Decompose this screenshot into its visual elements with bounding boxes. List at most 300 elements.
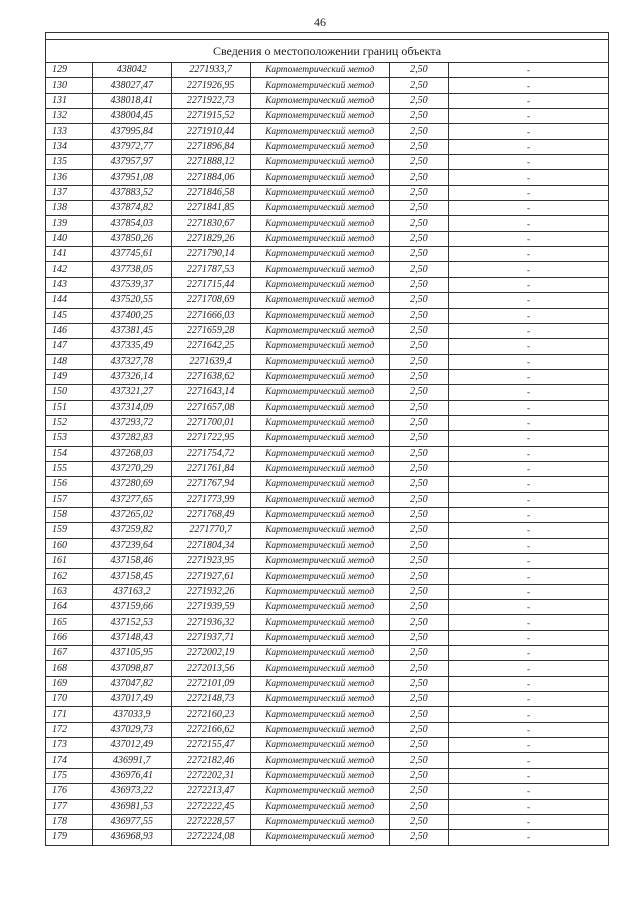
method-cell: Картометрический метод xyxy=(250,554,389,569)
accuracy-cell: 2,50 xyxy=(389,569,448,584)
accuracy-cell: 2,50 xyxy=(389,615,448,630)
table-row xyxy=(46,323,609,338)
description-cell: - xyxy=(448,170,608,185)
accuracy-cell: 2,50 xyxy=(389,124,448,139)
accuracy-cell: 2,50 xyxy=(389,830,448,845)
description-cell: - xyxy=(448,676,608,691)
method-cell: Картометрический метод xyxy=(250,139,389,154)
coord-y: 2271926,95 xyxy=(171,78,250,93)
table-row xyxy=(46,293,609,308)
table-row xyxy=(46,369,609,384)
accuracy-cell: 2,50 xyxy=(389,507,448,522)
point-number: 159 xyxy=(46,523,93,538)
point-number: 164 xyxy=(46,600,93,615)
coord-x: 437995,84 xyxy=(92,124,171,139)
coord-x: 437745,61 xyxy=(92,247,171,262)
description-cell: - xyxy=(448,738,608,753)
method-cell: Картометрический метод xyxy=(250,630,389,645)
table-row xyxy=(46,507,609,522)
point-number: 158 xyxy=(46,507,93,522)
point-number: 139 xyxy=(46,216,93,231)
table-row xyxy=(46,538,609,553)
description-cell: - xyxy=(448,507,608,522)
method-cell: Картометрический метод xyxy=(250,231,389,246)
description-cell: - xyxy=(448,661,608,676)
table-row xyxy=(46,630,609,645)
point-number: 160 xyxy=(46,538,93,553)
accuracy-cell: 2,50 xyxy=(389,538,448,553)
point-number: 167 xyxy=(46,646,93,661)
coord-x: 437883,52 xyxy=(92,185,171,200)
method-cell: Картометрический метод xyxy=(250,155,389,170)
point-number: 149 xyxy=(46,369,93,384)
coord-y: 2271927,61 xyxy=(171,569,250,584)
description-cell: - xyxy=(448,216,608,231)
accuracy-cell: 2,50 xyxy=(389,155,448,170)
coord-x: 437047,82 xyxy=(92,676,171,691)
method-cell: Картометрический метод xyxy=(250,768,389,783)
description-cell: - xyxy=(448,247,608,262)
coord-y: 2271666,03 xyxy=(171,308,250,323)
coord-y: 2271910,44 xyxy=(171,124,250,139)
method-cell: Картометрический метод xyxy=(250,446,389,461)
method-cell: Картометрический метод xyxy=(250,277,389,292)
method-cell: Картометрический метод xyxy=(250,385,389,400)
method-cell: Картометрический метод xyxy=(250,293,389,308)
coord-x: 437874,82 xyxy=(92,201,171,216)
accuracy-cell: 2,50 xyxy=(389,431,448,446)
point-number: 137 xyxy=(46,185,93,200)
description-cell: - xyxy=(448,400,608,415)
description-cell: - xyxy=(448,431,608,446)
table-row xyxy=(46,722,609,737)
method-cell: Картометрический метод xyxy=(250,415,389,430)
description-cell: - xyxy=(448,369,608,384)
description-cell: - xyxy=(448,538,608,553)
method-cell: Картометрический метод xyxy=(250,646,389,661)
accuracy-cell: 2,50 xyxy=(389,369,448,384)
coord-x: 437321,27 xyxy=(92,385,171,400)
table-row xyxy=(46,216,609,231)
method-cell: Картометрический метод xyxy=(250,109,389,124)
accuracy-cell: 2,50 xyxy=(389,692,448,707)
accuracy-cell: 2,50 xyxy=(389,661,448,676)
coord-x: 438042 xyxy=(92,63,171,78)
point-number: 154 xyxy=(46,446,93,461)
description-cell: - xyxy=(448,615,608,630)
method-cell: Картометрический метод xyxy=(250,799,389,814)
method-cell: Картометрический метод xyxy=(250,185,389,200)
description-cell: - xyxy=(448,415,608,430)
point-number: 129 xyxy=(46,63,93,78)
method-cell: Картометрический метод xyxy=(250,247,389,262)
coord-y: 2272101,09 xyxy=(171,676,250,691)
table-row xyxy=(46,201,609,216)
accuracy-cell: 2,50 xyxy=(389,293,448,308)
method-cell: Картометрический метод xyxy=(250,722,389,737)
point-number: 163 xyxy=(46,584,93,599)
description-cell: - xyxy=(448,293,608,308)
table-row xyxy=(46,277,609,292)
accuracy-cell: 2,50 xyxy=(389,554,448,569)
coord-y: 2271767,94 xyxy=(171,477,250,492)
coord-y: 2271937,71 xyxy=(171,630,250,645)
accuracy-cell: 2,50 xyxy=(389,707,448,722)
coord-y: 2271715,44 xyxy=(171,277,250,292)
table-row xyxy=(46,170,609,185)
coord-y: 2271643,14 xyxy=(171,385,250,400)
coord-x: 437017,49 xyxy=(92,692,171,707)
accuracy-cell: 2,50 xyxy=(389,814,448,829)
table-row xyxy=(46,814,609,829)
method-cell: Картометрический метод xyxy=(250,692,389,707)
coord-y: 2272166,62 xyxy=(171,722,250,737)
description-cell: - xyxy=(448,707,608,722)
table-row xyxy=(46,109,609,124)
point-number: 156 xyxy=(46,477,93,492)
point-number: 140 xyxy=(46,231,93,246)
description-cell: - xyxy=(448,155,608,170)
accuracy-cell: 2,50 xyxy=(389,139,448,154)
description-cell: - xyxy=(448,93,608,108)
method-cell: Картометрический метод xyxy=(250,676,389,691)
table-row xyxy=(46,415,609,430)
point-number: 133 xyxy=(46,124,93,139)
method-cell: Картометрический метод xyxy=(250,400,389,415)
method-cell: Картометрический метод xyxy=(250,369,389,384)
coord-y: 2271829,26 xyxy=(171,231,250,246)
method-cell: Картометрический метод xyxy=(250,339,389,354)
accuracy-cell: 2,50 xyxy=(389,170,448,185)
description-cell: - xyxy=(448,768,608,783)
method-cell: Картометрический метод xyxy=(250,78,389,93)
description-cell: - xyxy=(448,323,608,338)
table-row xyxy=(46,63,609,78)
coord-y: 2271932,26 xyxy=(171,584,250,599)
coord-x: 438018,41 xyxy=(92,93,171,108)
description-cell: - xyxy=(448,584,608,599)
method-cell: Картометрический метод xyxy=(250,738,389,753)
coord-x: 437293,72 xyxy=(92,415,171,430)
table-row xyxy=(46,354,609,369)
point-number: 146 xyxy=(46,323,93,338)
accuracy-cell: 2,50 xyxy=(389,477,448,492)
table-row xyxy=(46,262,609,277)
method-cell: Картометрический метод xyxy=(250,538,389,553)
table-body xyxy=(46,33,609,846)
coord-y: 2271642,25 xyxy=(171,339,250,354)
table-row xyxy=(46,523,609,538)
table-row xyxy=(46,124,609,139)
method-cell: Картометрический метод xyxy=(250,830,389,845)
boundary-table xyxy=(45,32,609,846)
point-number: 142 xyxy=(46,262,93,277)
accuracy-cell: 2,50 xyxy=(389,584,448,599)
accuracy-cell: 2,50 xyxy=(389,109,448,124)
coord-y: 2271923,95 xyxy=(171,554,250,569)
table-row xyxy=(46,477,609,492)
method-cell: Картометрический метод xyxy=(250,492,389,507)
accuracy-cell: 2,50 xyxy=(389,600,448,615)
table-row xyxy=(46,339,609,354)
method-cell: Картометрический метод xyxy=(250,615,389,630)
point-number: 147 xyxy=(46,339,93,354)
method-cell: Картометрический метод xyxy=(250,461,389,476)
description-cell: - xyxy=(448,830,608,845)
point-number: 165 xyxy=(46,615,93,630)
accuracy-cell: 2,50 xyxy=(389,78,448,93)
coord-x: 436981,53 xyxy=(92,799,171,814)
point-number: 161 xyxy=(46,554,93,569)
coord-x: 437265,02 xyxy=(92,507,171,522)
table-row xyxy=(46,768,609,783)
coord-x: 437381,45 xyxy=(92,323,171,338)
accuracy-cell: 2,50 xyxy=(389,461,448,476)
coord-y: 2271790,14 xyxy=(171,247,250,262)
coord-x: 437105,95 xyxy=(92,646,171,661)
point-number: 148 xyxy=(46,354,93,369)
description-cell: - xyxy=(448,124,608,139)
point-number: 143 xyxy=(46,277,93,292)
table-row xyxy=(46,799,609,814)
point-number: 135 xyxy=(46,155,93,170)
table-row xyxy=(46,139,609,154)
method-cell: Картометрический метод xyxy=(250,93,389,108)
description-cell: - xyxy=(448,446,608,461)
point-number: 173 xyxy=(46,738,93,753)
method-cell: Картометрический метод xyxy=(250,354,389,369)
coord-x: 437268,03 xyxy=(92,446,171,461)
method-cell: Картометрический метод xyxy=(250,523,389,538)
table-row xyxy=(46,784,609,799)
table-row xyxy=(46,308,609,323)
description-cell: - xyxy=(448,63,608,78)
point-number: 157 xyxy=(46,492,93,507)
table-row xyxy=(46,385,609,400)
table-row xyxy=(46,461,609,476)
point-number: 153 xyxy=(46,431,93,446)
coord-y: 2271657,08 xyxy=(171,400,250,415)
coord-y: 2272213,47 xyxy=(171,784,250,799)
description-cell: - xyxy=(448,477,608,492)
coord-y: 2271804,34 xyxy=(171,538,250,553)
table-row xyxy=(46,155,609,170)
coord-y: 2271915,52 xyxy=(171,109,250,124)
method-cell: Картометрический метод xyxy=(250,707,389,722)
description-cell: - xyxy=(448,461,608,476)
accuracy-cell: 2,50 xyxy=(389,63,448,78)
accuracy-cell: 2,50 xyxy=(389,216,448,231)
coord-x: 437335,49 xyxy=(92,339,171,354)
coord-y: 2271846,58 xyxy=(171,185,250,200)
coord-y: 2271888,12 xyxy=(171,155,250,170)
spacer-row xyxy=(46,33,609,40)
coord-y: 2271770,7 xyxy=(171,523,250,538)
point-number: 138 xyxy=(46,201,93,216)
description-cell: - xyxy=(448,109,608,124)
coord-y: 2271700,01 xyxy=(171,415,250,430)
method-cell: Картометрический метод xyxy=(250,507,389,522)
table-row xyxy=(46,707,609,722)
coord-x: 437738,05 xyxy=(92,262,171,277)
coord-x: 437259,82 xyxy=(92,523,171,538)
coord-x: 437539,37 xyxy=(92,277,171,292)
coord-x: 437159,66 xyxy=(92,600,171,615)
page-number: 46 xyxy=(314,15,326,29)
accuracy-cell: 2,50 xyxy=(389,646,448,661)
description-cell: - xyxy=(448,231,608,246)
coord-x: 437326,14 xyxy=(92,369,171,384)
description-cell: - xyxy=(448,569,608,584)
table-row xyxy=(46,185,609,200)
coord-x: 438027,47 xyxy=(92,78,171,93)
point-number: 170 xyxy=(46,692,93,707)
accuracy-cell: 2,50 xyxy=(389,722,448,737)
method-cell: Картометрический метод xyxy=(250,124,389,139)
coord-y: 2272160,23 xyxy=(171,707,250,722)
table-title-row xyxy=(46,40,609,63)
description-cell: - xyxy=(448,692,608,707)
accuracy-cell: 2,50 xyxy=(389,753,448,768)
coord-y: 2271933,7 xyxy=(171,63,250,78)
method-cell: Картометрический метод xyxy=(250,308,389,323)
accuracy-cell: 2,50 xyxy=(389,492,448,507)
point-number: 131 xyxy=(46,93,93,108)
table-row xyxy=(46,569,609,584)
description-cell: - xyxy=(448,385,608,400)
coord-x: 437029,73 xyxy=(92,722,171,737)
point-number: 150 xyxy=(46,385,93,400)
coord-y: 2272148,73 xyxy=(171,692,250,707)
accuracy-cell: 2,50 xyxy=(389,799,448,814)
coord-y: 2271708,69 xyxy=(171,293,250,308)
table-row xyxy=(46,676,609,691)
description-cell: - xyxy=(448,523,608,538)
point-number: 172 xyxy=(46,722,93,737)
point-number: 141 xyxy=(46,247,93,262)
table-row xyxy=(46,738,609,753)
coord-y: 2272228,57 xyxy=(171,814,250,829)
table-title: Сведения о местоположении границ объекта xyxy=(46,40,609,63)
coord-x: 437280,69 xyxy=(92,477,171,492)
coord-x: 437951,08 xyxy=(92,170,171,185)
description-cell: - xyxy=(448,814,608,829)
table-row xyxy=(46,584,609,599)
coord-y: 2271884,06 xyxy=(171,170,250,185)
table-row xyxy=(46,661,609,676)
coord-y: 2272202,31 xyxy=(171,768,250,783)
coord-x: 437163,2 xyxy=(92,584,171,599)
coord-y: 2272155,47 xyxy=(171,738,250,753)
table-row xyxy=(46,492,609,507)
description-cell: - xyxy=(448,600,608,615)
point-number: 178 xyxy=(46,814,93,829)
coord-y: 2271939,59 xyxy=(171,600,250,615)
point-number: 151 xyxy=(46,400,93,415)
method-cell: Картометрический метод xyxy=(250,584,389,599)
table-row xyxy=(46,93,609,108)
table-row xyxy=(46,400,609,415)
coord-x: 436991,7 xyxy=(92,753,171,768)
coord-x: 437282,83 xyxy=(92,431,171,446)
coord-x: 437033,9 xyxy=(92,707,171,722)
accuracy-cell: 2,50 xyxy=(389,523,448,538)
description-cell: - xyxy=(448,308,608,323)
accuracy-cell: 2,50 xyxy=(389,308,448,323)
coord-x: 437327,78 xyxy=(92,354,171,369)
coord-x: 437158,45 xyxy=(92,569,171,584)
point-number: 177 xyxy=(46,799,93,814)
table-row xyxy=(46,446,609,461)
coord-x: 437314,09 xyxy=(92,400,171,415)
coord-y: 2271659,28 xyxy=(171,323,250,338)
table-row xyxy=(46,431,609,446)
coord-x: 437400,25 xyxy=(92,308,171,323)
coord-y: 2272182,46 xyxy=(171,753,250,768)
coord-x: 437148,43 xyxy=(92,630,171,645)
accuracy-cell: 2,50 xyxy=(389,738,448,753)
coord-x: 436976,41 xyxy=(92,768,171,783)
coord-x: 436977,55 xyxy=(92,814,171,829)
accuracy-cell: 2,50 xyxy=(389,201,448,216)
coord-x: 437270,29 xyxy=(92,461,171,476)
description-cell: - xyxy=(448,78,608,93)
coord-y: 2271638,62 xyxy=(171,369,250,384)
description-cell: - xyxy=(448,262,608,277)
method-cell: Картометрический метод xyxy=(250,814,389,829)
accuracy-cell: 2,50 xyxy=(389,676,448,691)
point-number: 176 xyxy=(46,784,93,799)
coord-x: 437239,64 xyxy=(92,538,171,553)
coord-x: 437277,65 xyxy=(92,492,171,507)
point-number: 152 xyxy=(46,415,93,430)
method-cell: Картометрический метод xyxy=(250,323,389,338)
method-cell: Картометрический метод xyxy=(250,600,389,615)
accuracy-cell: 2,50 xyxy=(389,323,448,338)
accuracy-cell: 2,50 xyxy=(389,385,448,400)
accuracy-cell: 2,50 xyxy=(389,400,448,415)
description-cell: - xyxy=(448,201,608,216)
point-number: 145 xyxy=(46,308,93,323)
coord-y: 2272222,45 xyxy=(171,799,250,814)
coord-x: 437854,03 xyxy=(92,216,171,231)
coord-y: 2271754,72 xyxy=(171,446,250,461)
coord-y: 2272224,08 xyxy=(171,830,250,845)
method-cell: Картометрический метод xyxy=(250,477,389,492)
coord-y: 2271722,95 xyxy=(171,431,250,446)
description-cell: - xyxy=(448,339,608,354)
method-cell: Картометрический метод xyxy=(250,784,389,799)
coord-y: 2271922,73 xyxy=(171,93,250,108)
point-number: 144 xyxy=(46,293,93,308)
coord-x: 436973,22 xyxy=(92,784,171,799)
method-cell: Картометрический метод xyxy=(250,216,389,231)
description-cell: - xyxy=(448,277,608,292)
method-cell: Картометрический метод xyxy=(250,63,389,78)
table-row xyxy=(46,615,609,630)
point-number: 174 xyxy=(46,753,93,768)
accuracy-cell: 2,50 xyxy=(389,185,448,200)
table-row xyxy=(46,692,609,707)
point-number: 168 xyxy=(46,661,93,676)
coord-x: 437972,77 xyxy=(92,139,171,154)
coord-y: 2271787,53 xyxy=(171,262,250,277)
table-row xyxy=(46,753,609,768)
description-cell: - xyxy=(448,753,608,768)
coord-x: 437012,49 xyxy=(92,738,171,753)
table-row xyxy=(46,231,609,246)
description-cell: - xyxy=(448,646,608,661)
